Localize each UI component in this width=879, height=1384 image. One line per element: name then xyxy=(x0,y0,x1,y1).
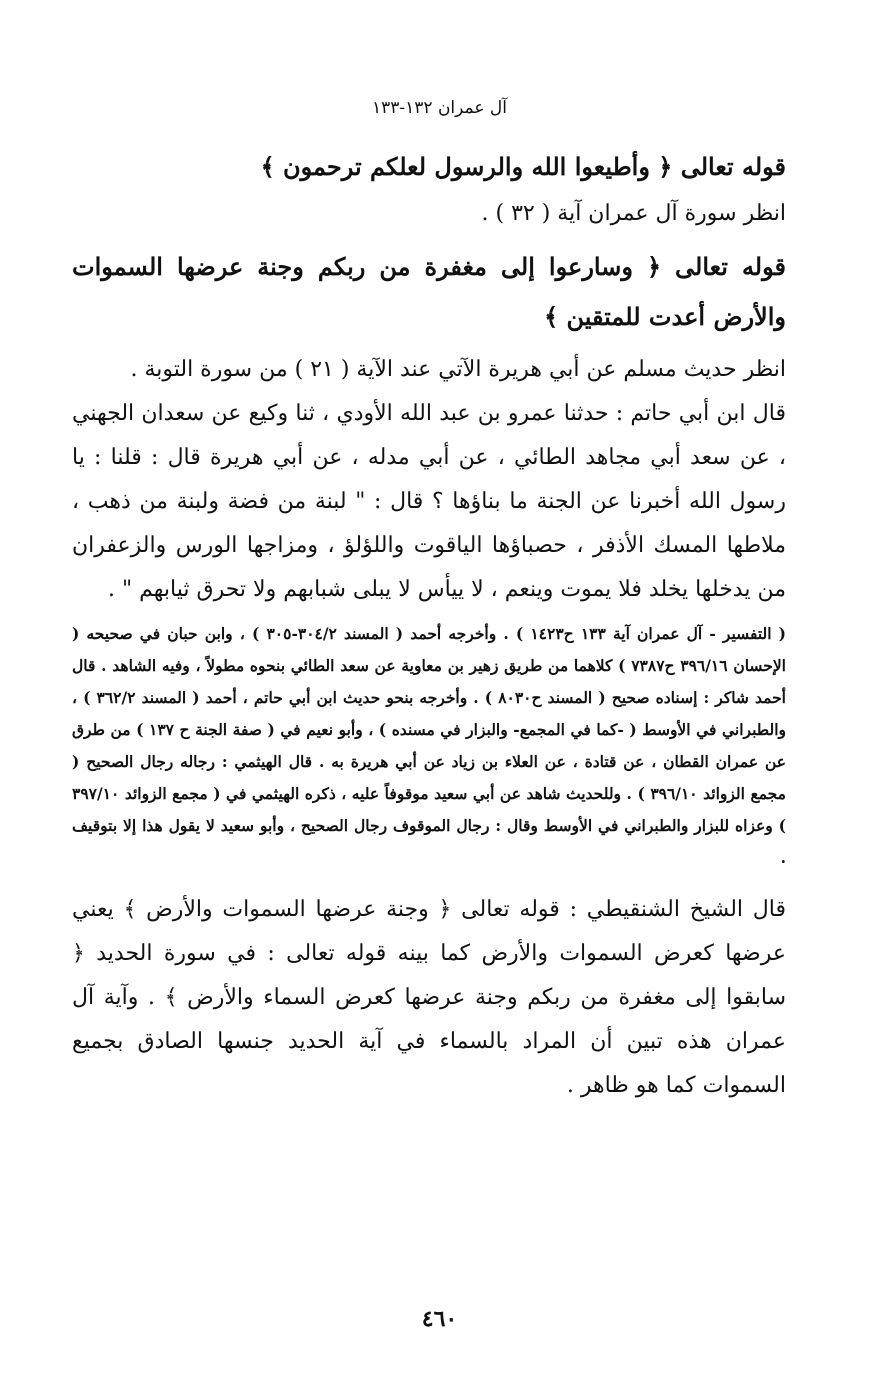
ayah-heading-1: قوله تعالى ﴿ وأطيعوا الله والرسول لعلكم ترحمون ﴾ xyxy=(260,152,786,181)
cross-reference-note-1: انظر سورة آل عمران آية ( ٣٢ ) . xyxy=(481,201,786,226)
shinqiti-paragraph: قال الشيخ الشنقيطي : قوله تعالى ﴿ وجنة عرضها السموات والأرض ﴾ يعني عرضها كعرض السموات والأرض كما بينه قوله تعالى : في سورة الحديد ﴿ سابقوا إلى مغفرة من ربكم وجنة عرضها كعرض السماء والأرض ﴾ . وآية آل عمران هذه تبين أن المراد بالسماء في آية الحديد جنسها الصادق بجميع السموات كما هو ظاهر . xyxy=(72,897,786,1098)
cross-reference-note-2: انظر حديث مسلم عن أبي هريرة الآتي عند الآية ( ٢١ ) من سورة التوبة . xyxy=(130,357,786,382)
page-number: ٤٦٠ xyxy=(421,1306,458,1332)
spacer xyxy=(72,874,786,888)
takhrij-paragraph: ( التفسير - آل عمران آية ١٣٣ ح١٤٢٣ ) . وأخرجه أحمد ( المسند ٣٠٤/٢-٣٠٥ ) ، وابن حبان في صحيحه ( الإحسان ٣٩٦/١٦ ح٧٣٨٧ ) كلاهما من طريق زهير بن معاوية عن سعد الطائي بنحوه مطولاً ، وفيه الشاهد . قال أحمد شاكر : إسناده صحيح ( المسند ح٨٠٣٠ ) . وأخرجه بنحو حديث ابن أبي حاتم ، أحمد ( المسند ٣٦٢/٢ ) ، والطبراني في الأوسط ( -كما في المجمع- والبزار في مسنده ) ، وأبو نعيم في ( صفة الجنة ح ١٣٧ ) من طرق عن عمران القطان ، عن قتادة ، عن العلاء بن زياد عن أبي هريرة به . قال الهيثمي : رجاله رجال الصحيح ( مجمع الزوائد ٣٩٦/١٠ ) . وللحديث شاهد عن أبي سعيد موقوفاً عليه ، ذكره الهيثمي في ( مجمع الزوائد ٣٩٧/١٠ ) وعزاه للبزار والطبراني في الأوسط وقال : رجال الموقوف رجال الصحيح ، وأبو سعيد لا يقول هذا إلا بتوقيف . xyxy=(72,624,787,867)
ayah-heading-2: قوله تعالى ﴿ وسارعوا إلى مغفرة من ربكم وجنة عرضها السموات والأرض أعدت للمتقين ﴾ xyxy=(72,252,786,331)
hadith-paragraph: قال ابن أبي حاتم : حدثنا عمرو بن عبد الله الأودي ، ثنا وكيع عن سعدان الجهني ، عن سعد أبي مجاهد الطائي ، عن أبي مدله ، عن أبي هريرة قال : قلنا : يا رسول الله أخبرنا عن الجنة ما بناؤها ؟ قال : " لبنة من فضة ولبنة من ذهب ، ملاطها المسك الأذفر ، حصباؤها الياقوت واللؤلؤ ، ومزاجها الورس والزعفران من يدخلها يخلد فلا يموت وينعم ، لا ييأس لا يبلى شبابهم ولا تحرق ثيابهم " . xyxy=(72,401,786,602)
page-body xyxy=(72,142,786,1108)
running-header: آل عمران ١٣٢-١٣٣ xyxy=(371,98,507,118)
